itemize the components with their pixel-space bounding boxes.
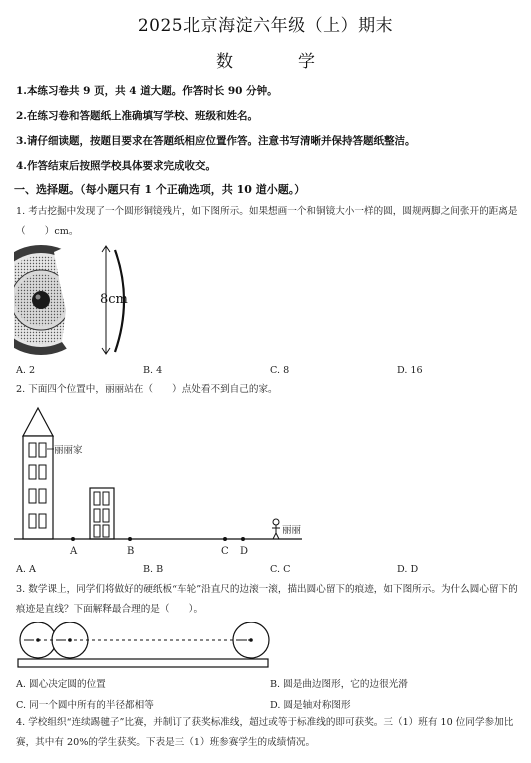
q1-option-c[interactable]: C. 8	[270, 365, 290, 376]
q3-option-d[interactable]: D. 圆是轴对称图形	[270, 700, 351, 711]
instruction-2: 2.在练习卷和答题纸上准确填写学校、班级和姓名。	[16, 110, 258, 122]
q3-option-c[interactable]: C. 同一个圆中所有的半径都相等	[16, 700, 154, 711]
home-label: 丽丽家	[54, 445, 83, 456]
tall-building	[23, 408, 53, 539]
q3-option-b[interactable]: B. 圆是曲边图形，它的边很光滑	[270, 679, 408, 690]
point-d-label: D	[240, 546, 249, 557]
subject-title: 数 学	[216, 52, 339, 72]
q2-option-b[interactable]: B. B	[143, 564, 164, 575]
question-3-text: 3. 数学课上，同学们将做好的硬纸板“车轮”沿直尺的边滚一滚，描出圆心留下的痕迹，如下图所示。为什么圆心留下的痕迹是直线？下面解释最合理的是（ ）。	[16, 584, 518, 615]
q3-option-a[interactable]: A. 圆心决定圆的位置	[16, 679, 106, 690]
rolling-wheel-figure	[14, 622, 274, 670]
figure-dimension-label: 8cm	[100, 292, 128, 307]
question-2-text: 2. 下面四个位置中，丽丽站在（ ）点处看不到自己的家。	[16, 384, 278, 395]
q2-option-a[interactable]: A. A	[16, 564, 36, 575]
question-4-text: 4. 学校组织“连续踢毽子”比赛，并制订了获奖标准线，超过或等于标准线的即可获奖。三（1）班有 10 位同学参加比赛，其中有 20%的学生获奖。下表是三（1）班参赛学生的成绩情况。	[16, 717, 514, 748]
ruler	[18, 659, 268, 667]
point-a-label: A	[70, 546, 78, 557]
section-heading-choice: 一、选择题。（每小题只有 1 个正确选项，共 10 道小题。）	[14, 183, 306, 196]
instruction-3: 3.请仔细读题，按题目要求在答题纸相应位置作答。注意书写清晰并保持答题纸整洁。	[16, 135, 416, 147]
point-c-label: C	[221, 546, 229, 557]
q1-option-a[interactable]: A. 2	[16, 365, 36, 376]
instruction-4: 4.作答结束后按照学校具体要求完成收交。	[16, 160, 216, 172]
person-label: 丽丽	[282, 525, 302, 536]
short-building	[90, 488, 114, 539]
mirror-fragment	[14, 244, 96, 356]
instruction-1: 1.本练习卷共 9 页，共 4 道大题。作答时长 90 分钟。	[16, 85, 278, 97]
page-title: 2025北京海淀六年级（上）期末	[137, 16, 394, 36]
person-icon	[272, 519, 280, 539]
bronze-mirror-figure	[14, 244, 144, 359]
question-1-text: 1. 考古挖掘中发现了一个圆形铜镜残片，如下图所示。如果想画一个和铜镜大小一样的圆，圆规两脚之间张开的距离是（ ）cm。	[16, 206, 518, 237]
q2-option-d[interactable]: D. D	[397, 564, 419, 575]
q1-option-d[interactable]: D. 16	[397, 365, 423, 376]
q1-option-b[interactable]: B. 4	[143, 365, 163, 376]
position-figure	[14, 406, 314, 562]
point-b-label: B	[127, 546, 135, 557]
q2-option-c[interactable]: C. C	[270, 564, 291, 575]
